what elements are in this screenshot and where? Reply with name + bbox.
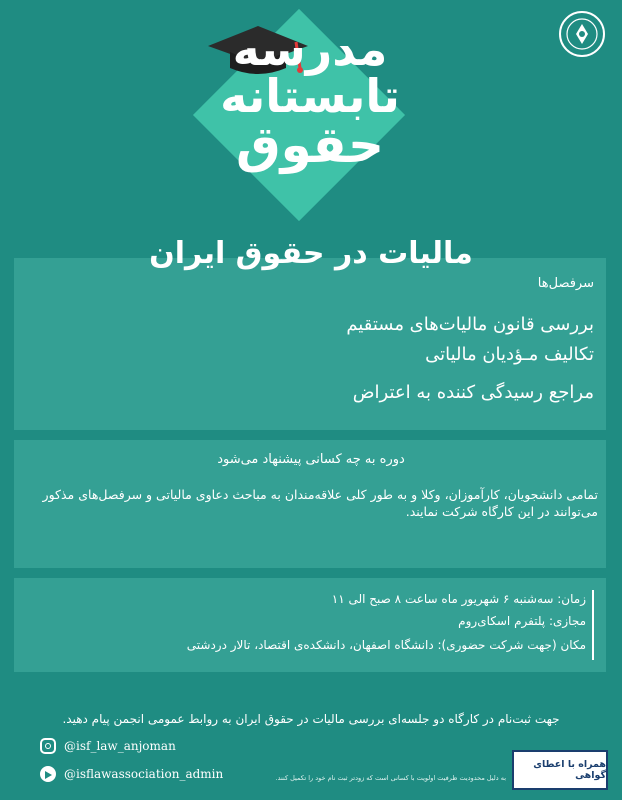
info-divider (592, 590, 594, 660)
topic-item: تکالیف مـؤدیان مالیاتی (425, 344, 594, 365)
info-virtual: مجازی: پلتفرم اسکای‌روم (458, 614, 586, 628)
instagram-link[interactable] (40, 738, 176, 754)
instagram-handle: @isf_law_anjoman (64, 739, 176, 753)
school-line-1: مدرسه (232, 22, 388, 76)
info-place: مکان (جهت شرکت حضوری): دانشگاه اصفهان، دانشکده‌ی اقتصاد، تالار دردشتی (186, 638, 586, 652)
capacity-note: به دلیل محدودیت ظرفیت اولویت با کسانی است که زودتر ثبت نام خود را تکمیل کنند. (275, 774, 506, 782)
topic-item: مراجع رسیدگی کننده به اعتراض (352, 382, 594, 403)
school-line-2: تابستانه (220, 68, 400, 123)
page-title: مالیات در حقوق ایران (149, 236, 473, 271)
registration-text: جهت ثبت‌نام در کارگاه دو جلسه‌ای بررسی مالیات در حقوق ایران به روابط عمومی انجمن پیام دهید. (62, 712, 560, 726)
audience-title: دوره به چه کسانی پیشنهاد می‌شود (217, 452, 405, 467)
school-logo-text (160, 22, 460, 174)
instagram-icon (40, 738, 56, 754)
topic-item: بررسی قانون مالیات‌های مستقیم (346, 314, 594, 335)
university-seal-icon (558, 10, 606, 58)
info-time: زمان: سه‌شنبه ۶ شهریور ماه ساعت ۸ صبح الی ۱۱ (331, 592, 586, 606)
telegram-handle: @isflawassociation_admin (64, 767, 224, 781)
headings-label: سرفصل‌ها (537, 276, 594, 291)
certificate-badge: همراه با اعطای گواهی (512, 750, 608, 790)
school-line-3: حقوق (235, 115, 385, 174)
telegram-link[interactable] (40, 766, 223, 782)
telegram-icon (40, 766, 56, 782)
audience-body: تمامی دانشجویان، کارآموزان، وکلا و به طور کلی علاقه‌مندان به مباحث دعاوی مالیاتی و سرفصل‌های مذکور می‌توانند در این کارگاه شرکت نمایند. (42, 487, 598, 519)
